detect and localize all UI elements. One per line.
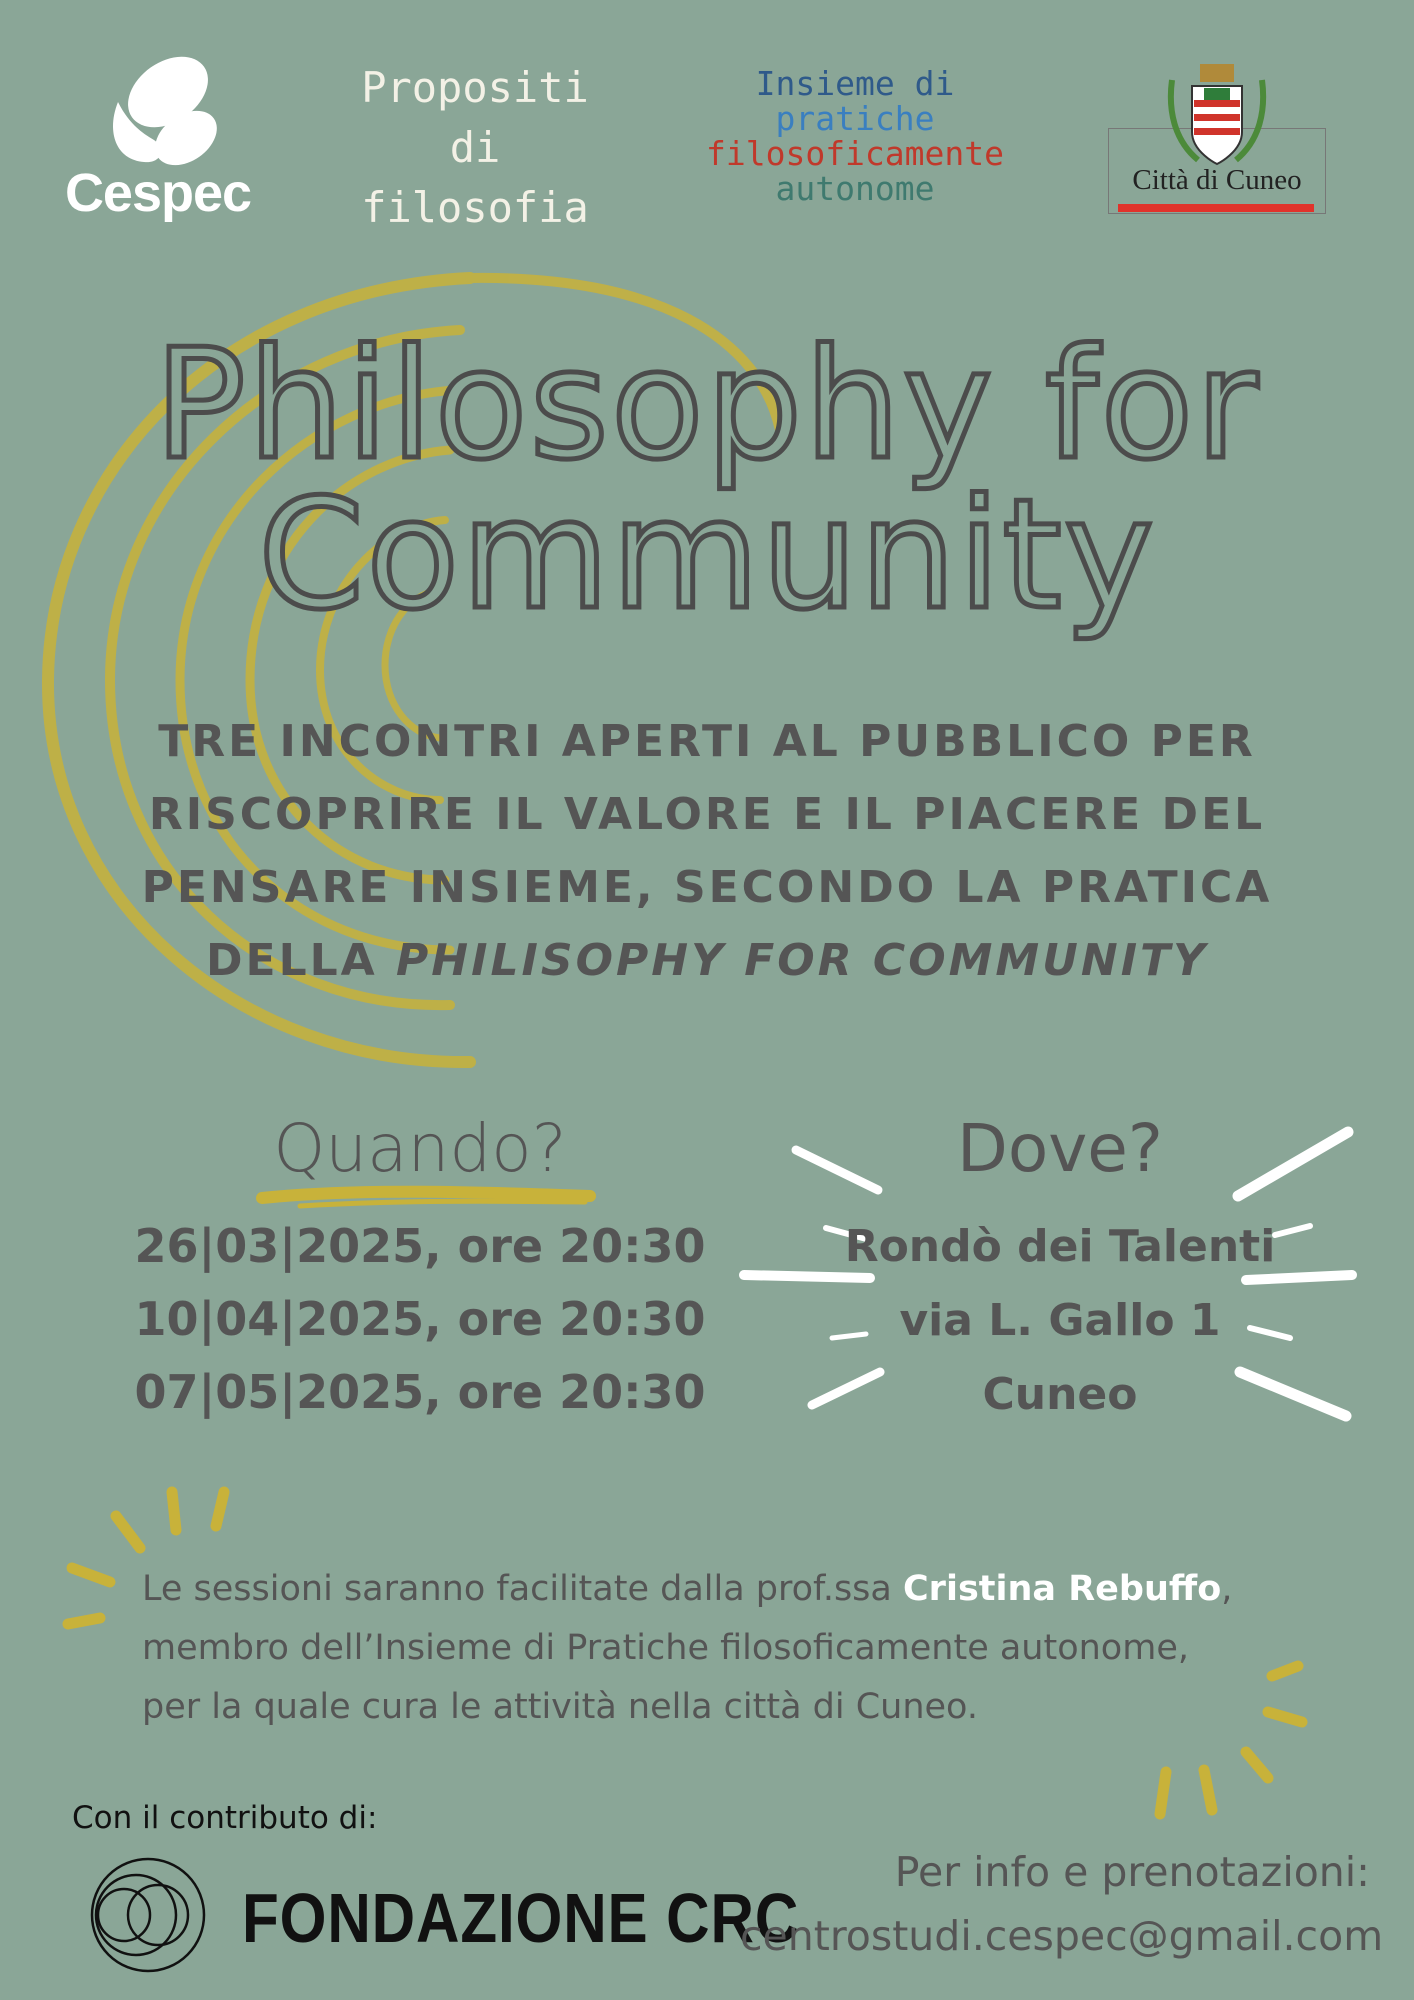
subtitle-prefix: DELLA (206, 935, 397, 986)
crc-rings-icon (70, 1855, 230, 1975)
propositi-line: filosofia (361, 183, 589, 232)
poster-subtitle (100, 705, 1314, 997)
sessions-line: per la quale cura le attività nella città di Cuneo. (142, 1687, 978, 1727)
citta-di-cuneo-logo (1108, 60, 1326, 220)
insieme-logo (680, 66, 1030, 206)
subtitle-line: TRE INCONTRI APERTI AL PUBBLICO PER (158, 716, 1256, 767)
cespec-logo-icon (58, 52, 258, 172)
subtitle-italic: PHILISOPHY FOR COMMUNITY (396, 935, 1208, 986)
venue-line: Cuneo (982, 1369, 1138, 1420)
venue (820, 1210, 1300, 1432)
contribution-label: Con il contributo di: (72, 1800, 378, 1836)
poster-title (80, 316, 1334, 643)
info-block (740, 1840, 1384, 1968)
date-item: 10|04|2025, ore 20:30 (134, 1292, 706, 1346)
insieme-line: filosoficamente (705, 134, 1004, 173)
sponsor-name: FONDAZIONE CRC (242, 1879, 800, 1957)
when-heading: Quando? (273, 1110, 567, 1187)
facilitator-name: Cristina Rebuffo (903, 1569, 1222, 1609)
subtitle-line (100, 924, 1314, 997)
date-item: 07|05|2025, ore 20:30 (134, 1365, 706, 1419)
subtitle-line: RISCOPRIRE IL VALORE E IL PIACERE DEL (148, 789, 1266, 840)
title-line: Philosophy for (154, 316, 1260, 493)
contact-email[interactable]: centrostudi.cespec@gmail.com (740, 1912, 1384, 1960)
quando-underline (262, 1192, 590, 1198)
insieme-line: autonome (775, 169, 935, 208)
sessions-line: membro dell’Insieme di Pratiche filosoficamente autonome, (142, 1628, 1189, 1668)
info-label: Per info e prenotazioni: (894, 1848, 1370, 1896)
cespec-wordmark: Cespec (64, 163, 252, 223)
sessions-line (142, 1560, 1322, 1619)
coat-of-arms-icon (1108, 60, 1326, 170)
cespec-logo (58, 52, 258, 222)
cuneo-red-bar (1118, 204, 1314, 212)
sessions-suffix: , (1221, 1569, 1233, 1609)
fondazione-crc-logo (70, 1855, 230, 1975)
subtitle-line: PENSARE INSIEME, SECONDO LA PRATICA (141, 862, 1273, 913)
date-item: 26|03|2025, ore 20:30 (134, 1219, 706, 1273)
quando-underline-2 (300, 1201, 585, 1206)
propositi-line: Propositi (361, 63, 589, 112)
insieme-line: Insieme di (755, 64, 955, 103)
venue-line: Rondò dei Talenti (844, 1221, 1276, 1272)
cuneo-name: Città di Cuneo (1132, 164, 1302, 196)
title-line: Community (258, 466, 1156, 643)
dates-list (110, 1210, 730, 1429)
venue-line: via L. Gallo 1 (899, 1295, 1221, 1346)
propositi-line: di (449, 123, 501, 172)
where-heading: Dove? (957, 1110, 1163, 1187)
propositi-logo (330, 58, 620, 238)
insieme-line: pratiche (775, 99, 935, 138)
sessions-prefix: Le sessioni saranno facilitate dalla prof.ssa (142, 1569, 903, 1609)
sessions-text (142, 1560, 1322, 1737)
